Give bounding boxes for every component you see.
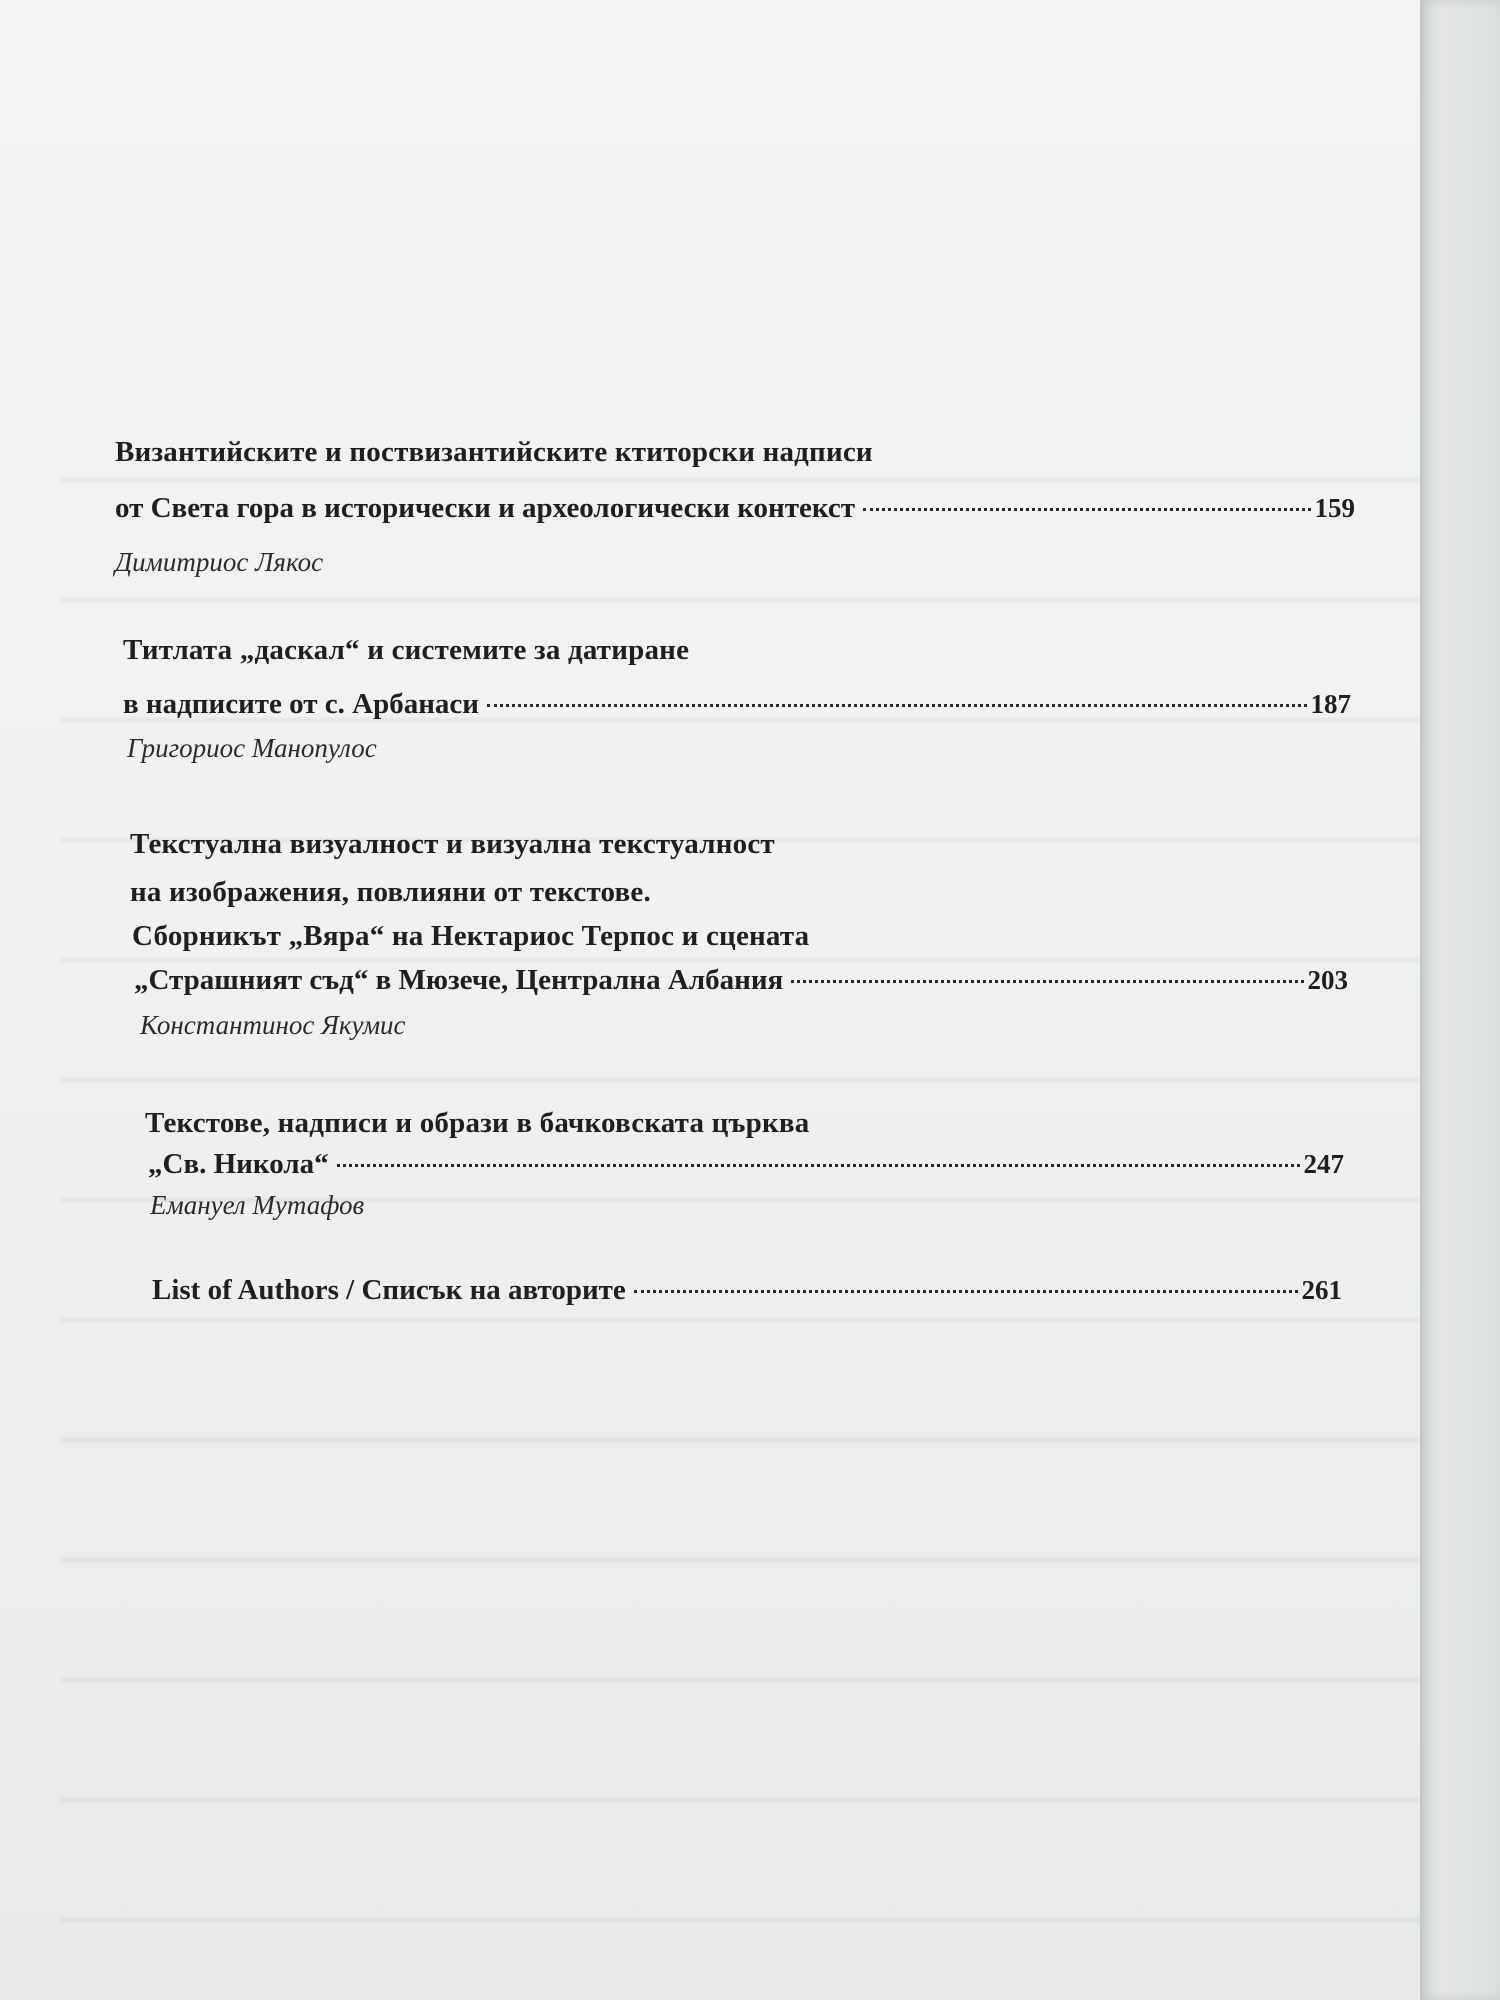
page-number: 159 xyxy=(1314,493,1355,523)
page-number: 203 xyxy=(1307,965,1348,995)
entry-title-line: Сборникът „Вяра“ на Нектариос Терпос и сцената xyxy=(132,920,810,952)
entry-author: Емануел Мутафов xyxy=(150,1190,365,1220)
page-edge-shadow xyxy=(1420,0,1500,2000)
entry-title-line: Византийските и поствизантийските ктиторски надписи xyxy=(115,436,873,468)
entry-title-line: Текстуална визуалност и визуална текстуалност xyxy=(130,828,775,860)
dot-leader xyxy=(791,979,1303,983)
entry-title-line: Титлата „даскал“ и системите за датиране xyxy=(123,634,690,666)
entry-title-line: „Страшният съд“ в Мюзече, Централна Албания xyxy=(134,964,784,996)
entry-author: Григориос Манопулос xyxy=(127,733,377,763)
entry-title-line: на изображения, повлияни от текстове. xyxy=(130,876,651,908)
dot-leader xyxy=(487,703,1306,707)
page-number: 187 xyxy=(1310,689,1351,719)
entry-title-last-line xyxy=(148,1146,1344,1182)
dot-leader xyxy=(634,1289,1298,1293)
entry-title-last-line xyxy=(123,686,1351,722)
dot-leader xyxy=(337,1163,1300,1167)
entry-title-last-line xyxy=(115,490,1355,526)
toc-entry-authors-list xyxy=(152,1272,1342,1308)
page-number: 261 xyxy=(1301,1275,1342,1305)
entry-title-line: Текстове, надписи и образи в бачковската църква xyxy=(145,1107,810,1139)
entry-title-line: от Света гора в исторически и археологически контекст xyxy=(115,492,855,524)
entry-title-line: „Св. Никола“ xyxy=(148,1148,329,1180)
entry-author: Константинос Якумис xyxy=(140,1010,406,1040)
page-number: 247 xyxy=(1303,1149,1344,1179)
entry-title-line: в надписите от с. Арбанаси xyxy=(123,688,480,720)
entry-title-last-line xyxy=(134,962,1348,998)
entry-author: Димитриос Лякос xyxy=(115,547,324,577)
entry-title-line: List of Authors / Списък на авторите xyxy=(152,1274,626,1306)
dot-leader xyxy=(863,507,1311,511)
